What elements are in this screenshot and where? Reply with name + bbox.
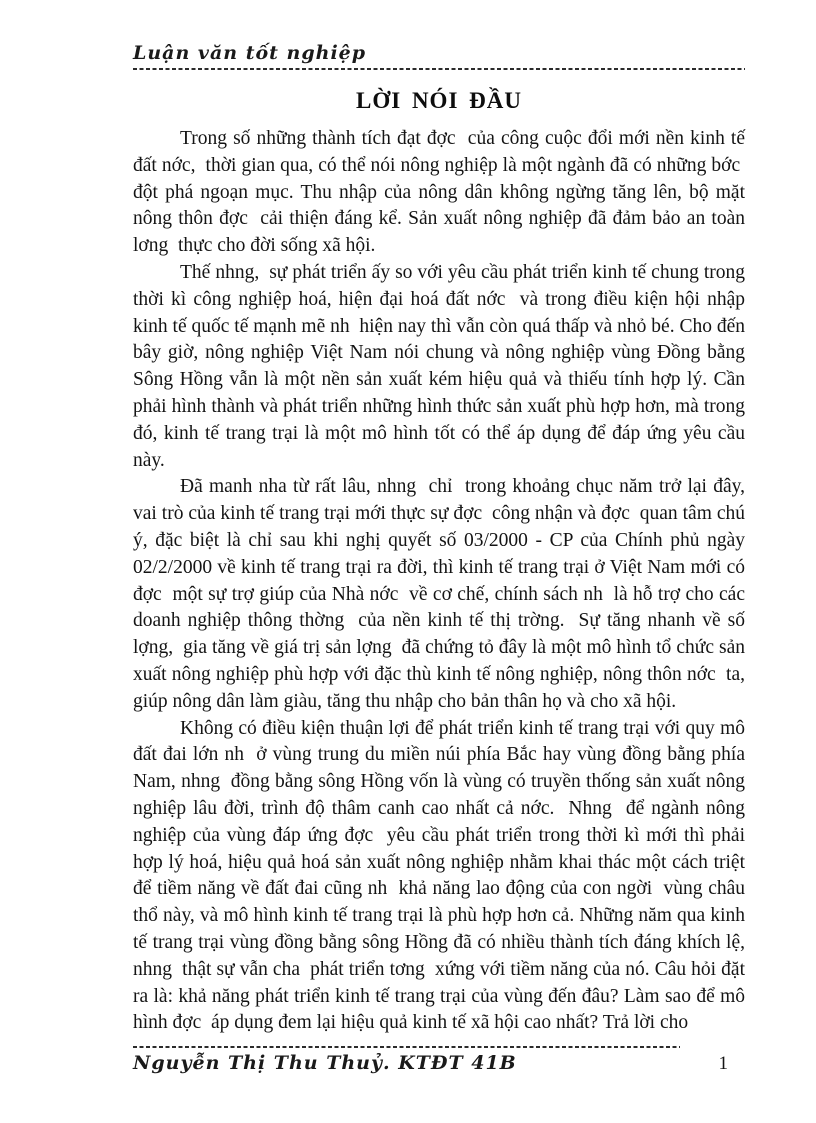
header-title: Luận văn tốt nghiệp xyxy=(133,42,367,64)
paragraph-2: Thế nhng, sự phát triển ấy so với yêu cầu phát triển kinh tế chung trong thời kì công nghiệp hoá, hiện đại hoá đất nớc và trong điều kiện hội nhập kinh tế quốc tế mạnh mẽ nh hiện nay thì vẫn còn quá thấp và nhỏ bé. Cho đến bây giờ, nông nghiệp Việt Nam nói chung và nông nghiệp vùng Đồng bằng Sông Hồng vẫn là một nền sản xuất kém hiệu quả và thiếu tính hợp lý. Cần phải hình thành và phát triển những hình thức sản xuất phù hợp hơn, mà trong đó, kinh tế trang trại là một mô hình tốt có thể áp dụng để đáp ứng yêu cầu này. xyxy=(133,261,745,471)
paragraph-1: Trong số những thành tích đạt đợc của công cuộc đổi mới nền kinh tế đất nớc, thời gian qua, có thể nói nông nghiệp là một ngành đã có những bớc đột phá ngoạn mục. Thu nhập của nông dân không ngừng tăng lên, bộ mặt nông thôn đợc cải thiện đáng kể. Sản xuất nông nghiệp đã đảm bảo an toàn lơng thực cho đời sống xã hội. xyxy=(133,128,745,257)
page-number: 1 xyxy=(718,1053,728,1074)
footer-author: Nguyễn Thị Thu Thuỷ. KTĐT 41B xyxy=(133,1052,517,1074)
footer-row xyxy=(133,1052,728,1075)
page-footer xyxy=(133,1046,728,1075)
document-body xyxy=(133,126,745,1037)
paragraph-3: Đã manh nha từ rất lâu, nhng chỉ trong khoảng chục năm trở lại đây, vai trò của kinh tế trang trại mới thực sự đợc công nhận và đợc quan tâm chú ý, đặc biệt là chỉ sau khi nghị quyết số 03/2000 - CP của Chính phủ ngày 02/2/2000 về kinh tế trang trại ra đời, thì kinh tế trang trại ở Việt Nam mới có đợc một sự trợ giúp của Nhà nớc về cơ chế, chính sách nh là hỗ trợ cho các doanh nghiệp thông thờng của nền kinh tế thị trờng. Sự tăng nhanh về số lợng, gia tăng về giá trị sản lợng đã chứng tỏ đây là một mô hình tổ chức sản xuất nông nghiệp phù hợp với đặc thù kinh tế nông nghiệp, nông thôn nớc ta, giúp nông dân làm giàu, tăng thu nhập cho bản thân họ và cho xã hội. xyxy=(133,476,745,712)
header-divider xyxy=(133,68,745,70)
footer-divider xyxy=(133,1046,680,1048)
document-title: LỜI NÓI ĐẦU xyxy=(356,88,522,113)
paragraph-4: Không có điều kiện thuận lợi để phát triển kinh tế trang trại với quy mô đất đai lớn nh ở vùng trung du miền núi phía Bắc hay vùng đồng bằng phía Nam, nhng đồng bằng sông Hồng vốn là vùng có truyền thống sản xuất nông nghiệp lâu đời, trình độ thâm canh cao nhất cả nớc. Nhng để ngành nông nghiệp của vùng đáp ứng đợc yêu cầu phát triển trong thời kì mới thì phải hợp lý hoá, hiệu quả hoá sản xuất nông nghiệp nhằm khai thác một cách triệt để tiềm năng về đất đai cũng nh khả năng lao động của con ngời vùng châu thổ này, và mô hình kinh tế trang trại là phù hợp hơn cả. Những năm qua kinh tế trang trại vùng đồng bằng sông Hồng đã có nhiều thành tích đáng khích lệ, nhng thật sự vẫn cha phát triển tơng xứng với tiềm năng của nó. Câu hỏi đặt ra là: khả năng phát triển kinh tế trang trại của vùng đến đâu? Làm sao để mô hình đợc áp dụng đem lại hiệu quả kinh tế xã hội cao nhất? Trả lời cho xyxy=(133,717,745,1034)
page-header xyxy=(133,0,745,70)
